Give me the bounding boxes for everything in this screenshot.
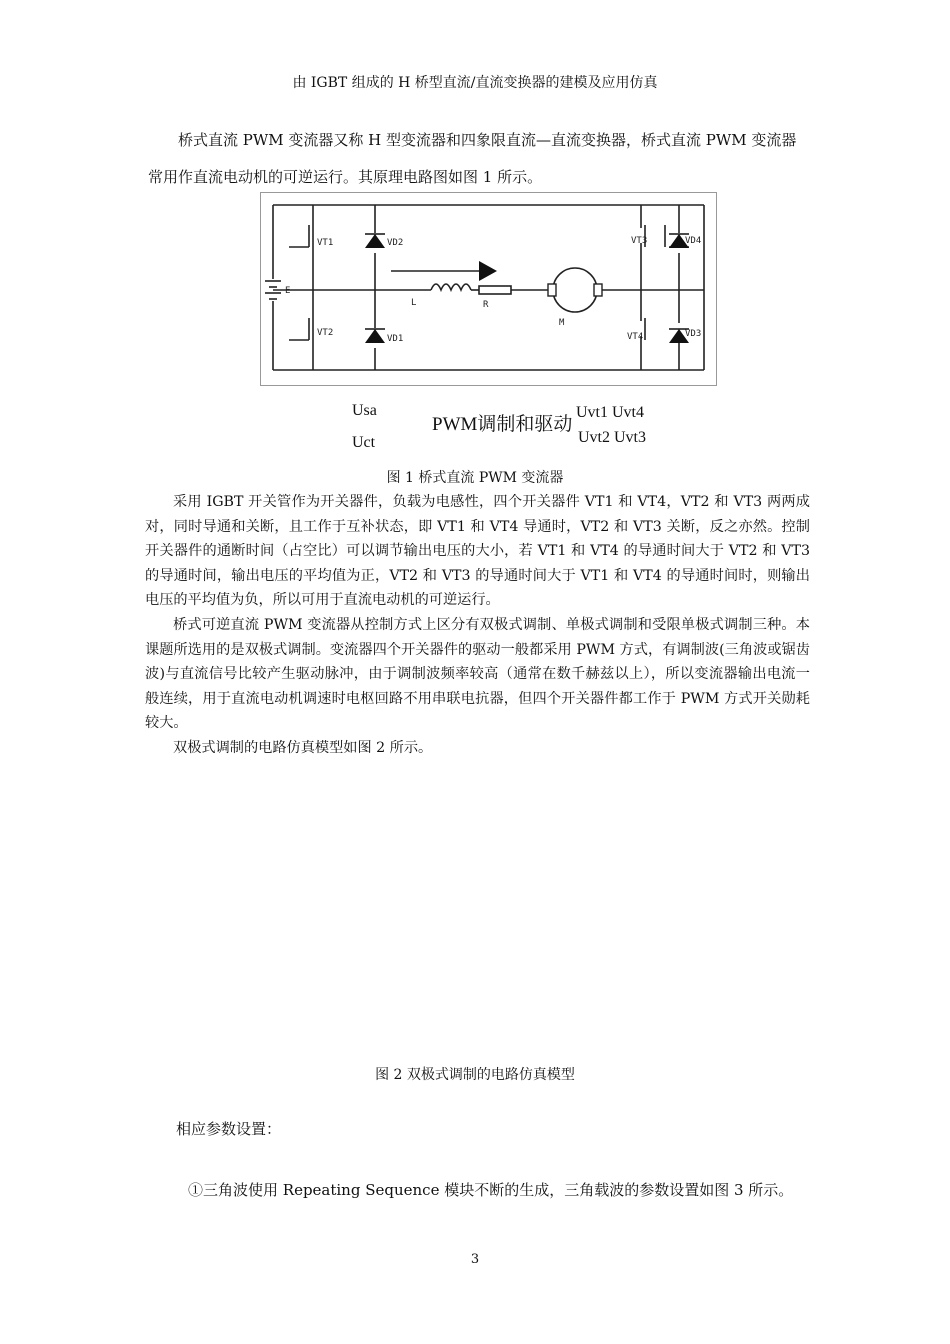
h-bridge-schematic [261,193,716,385]
paragraph-igbt: 采用 IGBT 开关管作为开关器件，负载为电感性，四个开关器件 VT1 和 VT4，VT2 和 VT3 两两成对，同时导通和关断，且工作于互补状态，即 VT1 和 VT4 导通时，VT2 和 VT3 关断，反之亦然。控制开关器件的通断时间（占空比）可以调节输出电压的大小，若 VT1 和 VT4 的导通时间大于 VT2 和 VT3 的导通时间，输出电压的平均值为正，VT2 和 VT3 的导通时间大于 VT1 和 VT4 的导通时间时，则输出电压的平均值为负，所以可用于直流电动机的可逆运行。 [145,494,810,609]
e-label: E [285,286,291,296]
paragraph-fig2-ref: 双极式调制的电路仿真模型如图 2 所示。 [173,739,433,756]
vd1-diode [365,329,385,343]
param-item-1: ①三角波使用 Repeating Sequence 模块不断的生成，三角载波的参数设置如图 3 所示。 [188,1181,794,1199]
vd1-label: VD1 [387,334,404,344]
h-bridge-circuit-figure [260,192,717,386]
vd2-label: VD2 [387,238,404,248]
uct-label: Uct [352,434,376,451]
figure-2-caption: 图 2 双极式调制的电路仿真模型 [375,1067,575,1083]
running-header: 由 IGBT 组成的 H 桥型直流/直流变换器的建模及应用仿真 [292,75,658,91]
l-label: L [411,298,417,308]
vd3-label: VD3 [685,329,702,339]
m-label: M [559,318,565,328]
vt1-label: VT1 [317,238,334,248]
figure-1-caption: 图 1 桥式直流 PWM 变流器 [386,470,564,486]
vt2-label: VT2 [317,328,334,338]
r-label: R [483,300,489,310]
intro-paragraph: 桥式直流 PWM 变流器又称 H 型变流器和四象限直流—直流变换器，桥式直流 PWM 变流器常用作直流电动机的可逆运行。其原理电路图如图 1 所示。 [148,131,797,186]
vt3-label: VT3 [631,236,648,246]
page-number: 3 [470,1252,480,1267]
paragraph-modulation: 桥式可逆直流 PWM 变流器从控制方式上区分有双极式调制、单极式调制和受限单极式调制三种。本课题所选用的是双极式调制。变流器四个开关器件的驱动一般都采用 PWM 方式，有调制波(三角波或锯齿波)与直流信号比较产生驱动脉冲，由于调制波频率较高（通常在数千赫兹以上），所以变流器输出电流一般连续，用于直流电动机调速时电枢回路不用串联电抗器，但四个开关器件都工作于 PWM 方式开关勋耗较大。 [145,616,810,732]
uvt2-uvt3-label: Uvt2 Uvt3 [578,429,646,446]
uvt1-uvt4-label: Uvt1 Uvt4 [576,404,644,421]
vd2-diode [365,234,385,248]
body-text [145,490,810,761]
pwm-block-title: PWM调制和驱动 [432,414,573,435]
vt4-label: VT4 [627,332,644,342]
params-title: 相应参数设置： [176,1120,282,1138]
vd4-label: VD4 [685,236,702,246]
usa-label: Usa [352,402,377,419]
